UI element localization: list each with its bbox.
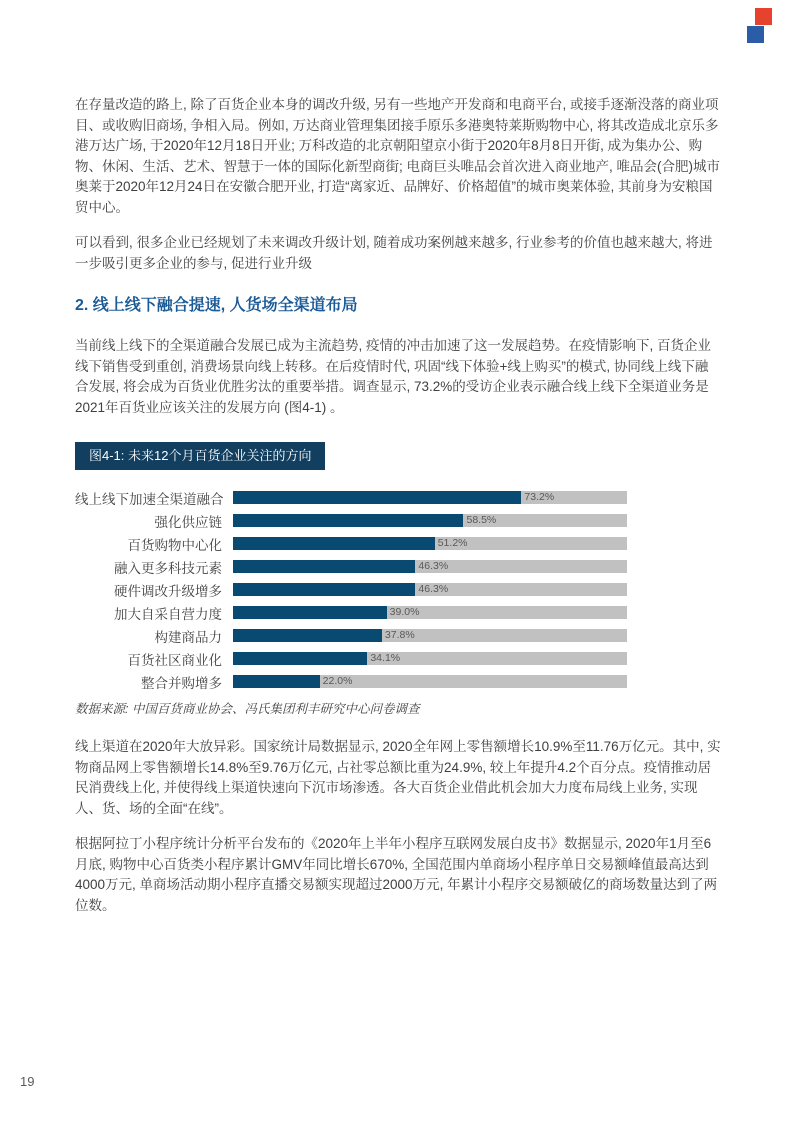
logo-red-square-icon: [755, 8, 772, 25]
chart-bar: [233, 629, 382, 642]
chart-bar-track: [233, 675, 627, 688]
chart-bar-track: [233, 652, 627, 665]
chart-bar-track: [233, 583, 627, 596]
chart-bar-track: [233, 537, 627, 550]
data-source-note: 数据来源: 中国百货商业协会、冯氏集团利丰研究中心问卷调查: [75, 702, 420, 716]
chart-bar: [233, 652, 367, 665]
chart-bar: [233, 675, 320, 688]
chart-category-label: 线上线下加速全渠道融合: [75, 491, 224, 507]
chart-value-label: 22.0%: [322, 675, 353, 687]
page-content: [75, 95, 721, 931]
bar-chart: [75, 486, 721, 693]
chart-row: [75, 509, 721, 532]
paragraph-retail-renovation: 在存量改造的路上, 除了百货企业本身的调改升级, 另有一些地产开发商和电商平台, 或接手逐渐没落的商业项目、或收购旧商场, 争相入局。例如, 万达商业管理集团接手原乐多港奥特莱斯购物中心, 将其改造成北京乐多港万达广场, 于2020年12月18日开业; 万科改造的北京朝阳望京小街于2020年8月8日开街, 成为集办公、购物、休闲、生活、艺术、智慧于一体的国际化新型商街; 电商巨头唯品会首次进入商业地产, 唯品会(合肥)城市奥莱于2020年12月24日在安徽合肥开业, 打造“离家近、品牌好、价格超值”的城市奥莱体验, 其前身为安粮国贸中心。: [75, 97, 720, 215]
chart-bar-track: [233, 606, 627, 619]
chart-bar: [233, 606, 387, 619]
chart-row: [75, 601, 721, 624]
chart-category-label: 整合并购增多: [141, 675, 222, 691]
chart-bar: [233, 491, 521, 504]
chart-bar: [233, 560, 415, 573]
chart-value-label: 46.3%: [418, 560, 449, 572]
chart-category-label: 百货社区商业化: [127, 652, 222, 668]
chart-category-label: 加大自采自营力度: [114, 606, 222, 622]
chart-value-label: 73.2%: [524, 491, 555, 503]
chart-category-label: 强化供应链: [154, 514, 222, 530]
chart-row: [75, 532, 721, 555]
chart-bar: [233, 537, 435, 550]
chart-value-label: 58.5%: [466, 514, 497, 526]
chart-row: [75, 647, 721, 670]
chart-bar-track: [233, 560, 627, 573]
chart-value-label: 34.1%: [370, 652, 401, 664]
chart-bar: [233, 514, 463, 527]
chart-value-label: 46.3%: [418, 583, 449, 595]
chart-value-label: 37.8%: [384, 629, 415, 641]
figure-title-bar: 图4-1: 未来12个月百货企业关注的方向: [75, 442, 325, 470]
chart-category-label: 构建商品力: [154, 629, 222, 645]
paragraph-upgrade-plans: 可以看到, 很多企业已经规划了未来调改升级计划, 随着成功案例越来越多, 行业参考的价值也越来越大, 将进一步吸引更多企业的参与, 促进行业升级: [75, 235, 713, 271]
corner-logo: [733, 0, 793, 60]
chart-row: [75, 555, 721, 578]
chart-row: [75, 670, 721, 693]
chart-value-label: 39.0%: [389, 606, 420, 618]
section-heading: 2. 线上线下融合提速, 人货场全渠道布局: [75, 297, 358, 314]
chart-category-label: 融入更多科技元素: [114, 560, 222, 576]
chart-bar: [233, 583, 415, 596]
paragraph-miniprogram-whitepaper: 根据阿拉丁小程序统计分析平台发布的《2020年上半年小程序互联网发展白皮书》数据显示, 2020年1月至6月底, 购物中心百货类小程序累计GMV年同比增长670%, 全国范围内单商场小程序单日交易额峰值最高达到4000万元, 单商场活动期小程序直播交易额实现超过2000万元, 年累计小程序交易额破亿的商场数量达到了两位数。: [75, 836, 718, 913]
chart-row: [75, 578, 721, 601]
chart-row: [75, 486, 721, 509]
chart-bar-track: [233, 514, 627, 527]
paragraph-online-retail-stats: 线上渠道在2020年大放异彩。国家统计局数据显示, 2020全年网上零售额增长10.9%至11.76万亿元。其中, 实物商品网上零售额增长14.8%至9.76万亿元, 占社零总额比重为24.9%, 较上年提升4.2个百分点。疫情推动居民消费线上化, 并使得线上渠道快速向下沉市场渗透。各大百货企业借此机会加大力度布局线上业务, 实现人、货、场的全面“在线”。: [75, 739, 721, 816]
paragraph-omnichannel-trend: 当前线上线下的全渠道融合发展已成为主流趋势, 疫情的冲击加速了这一发展趋势。在疫情影响下, 百货企业线下销售受到重创, 消费场景向线上转移。在后疫情时代, 巩固“线下体验+线上购买”的模式, 协同线上线下融合发展, 将会成为百货业优胜劣汰的重要举措。调查显示, 73.2%的受访企业表示融合线上线下全渠道业务是2021年百货业应该关注的发展方向 (图4-1) 。: [75, 338, 712, 415]
chart-category-label: 硬件调改升级增多: [114, 583, 222, 599]
logo-blue-square-icon: [747, 26, 764, 43]
page-number: 19: [20, 1074, 35, 1089]
chart-bar-track: [233, 629, 627, 642]
chart-value-label: 51.2%: [437, 537, 468, 549]
chart-row: [75, 624, 721, 647]
chart-category-label: 百货购物中心化: [127, 537, 222, 553]
chart-bar-track: [233, 491, 627, 504]
